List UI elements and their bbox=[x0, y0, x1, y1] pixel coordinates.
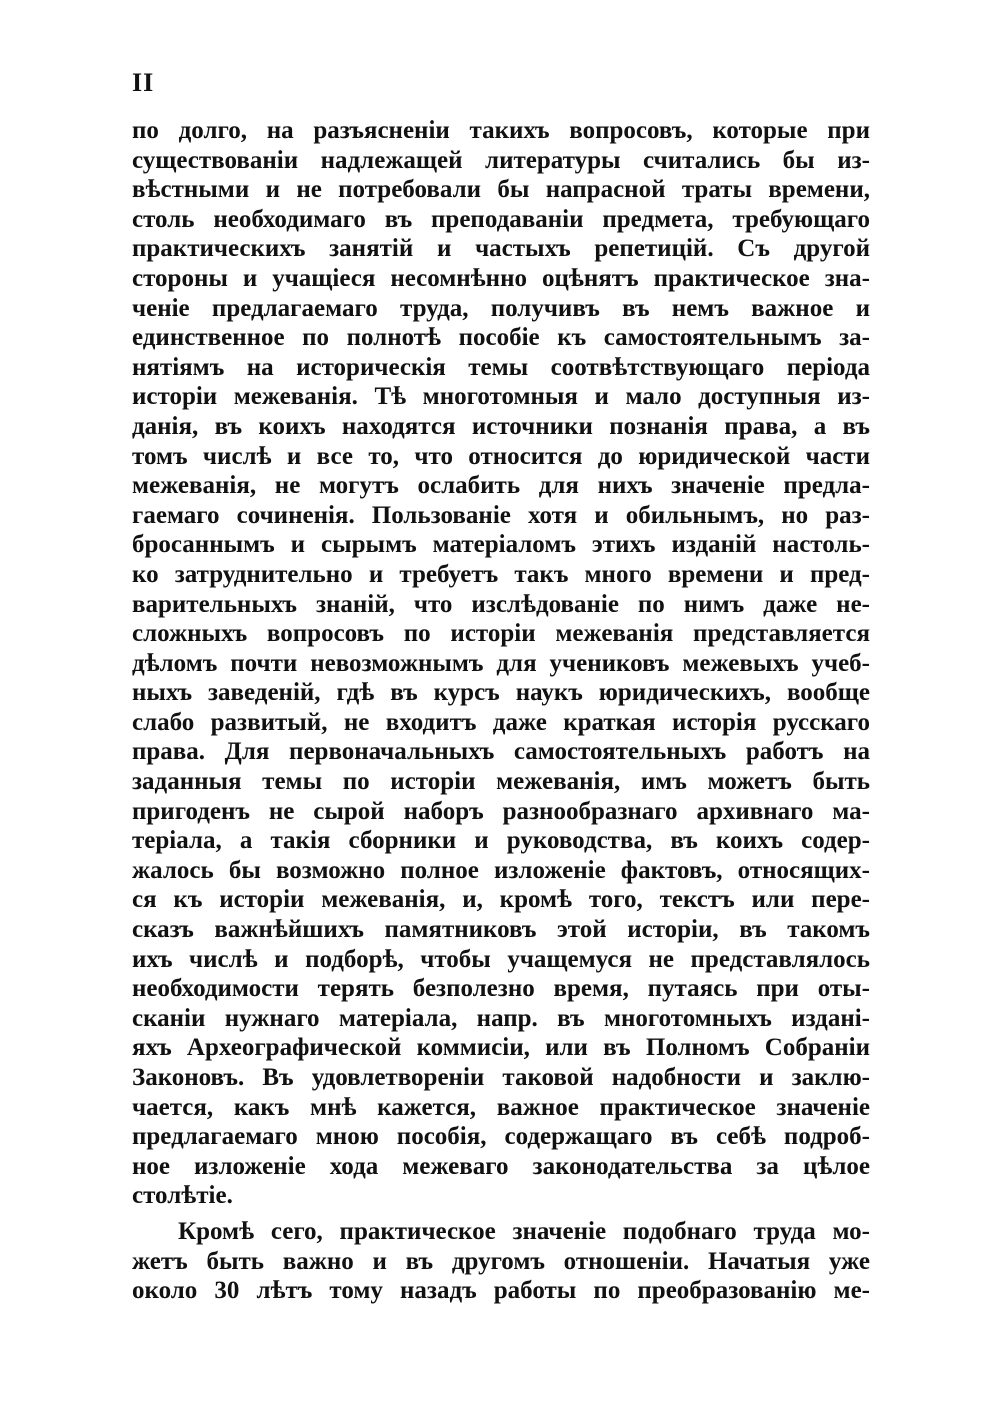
text-line: стороны и учащіеся несомнѣнно оцѣнятъ практическое зна- bbox=[132, 264, 870, 292]
text-line: гаемаго сочиненія. Пользованіе хотя и обильнымъ, но раз- bbox=[132, 501, 870, 529]
text-line: по долго, на разъясненіи такихъ вопросовъ, которые при bbox=[132, 117, 870, 144]
text-line: варительныхъ знаній, что изслѣдованіе по нимъ даже не- bbox=[132, 590, 870, 618]
text-line: существованіи надлежащей литературы считались бы из- bbox=[132, 146, 870, 174]
text-line: практическихъ занятій и частыхъ репетицій. Съ другой bbox=[132, 235, 870, 263]
text-line: нятіямъ на историческія темы соотвѣтствующаго періода bbox=[132, 353, 870, 381]
text-line: ко затруднительно и требуетъ такъ много времени и пред- bbox=[132, 560, 870, 588]
text-line: предлагаемаго мною пособія, содержащаго въ себѣ подроб- bbox=[132, 1123, 870, 1151]
text-line: чается, какъ мнѣ кажется, важное практическое значеніе bbox=[132, 1093, 870, 1121]
text-line: Кромѣ сего, практическое значеніе подобнаго труда мо- bbox=[178, 1217, 870, 1245]
text-line: ное изложеніе хода межеваго законодательства за цѣлое bbox=[132, 1152, 870, 1180]
text-line: столь необходимаго въ преподаваніи предмета, требующаго bbox=[132, 205, 870, 233]
text-line: необходимости терять безполезно время, путаясь при оты- bbox=[132, 975, 870, 1003]
page-number: II bbox=[132, 68, 155, 97]
paragraph-1 bbox=[132, 116, 870, 1211]
paragraph-2 bbox=[132, 1217, 870, 1306]
text-line: жетъ быть важно и въ другомъ отношеніи. Начатыя уже bbox=[132, 1247, 870, 1275]
text-line: межеванія, не могутъ ослабить для нихъ значеніе предла- bbox=[132, 472, 870, 500]
text-line: исторіи межеванія. Тѣ многотомныя и мало доступныя из- bbox=[132, 383, 870, 411]
text-line: заданныя темы по исторіи межеванія, имъ можетъ быть bbox=[132, 768, 870, 796]
text-line: около 30 лѣтъ тому назадъ работы по преобразованію ме- bbox=[132, 1277, 870, 1305]
body-text bbox=[132, 116, 870, 1306]
text-line: пригоденъ не сырой наборъ разнообразнаго архивнаго ма- bbox=[132, 797, 870, 825]
text-line: Законовъ. Въ удовлетвореніи таковой надобности и заклю- bbox=[132, 1064, 870, 1091]
text-line: сложныхъ вопросовъ по исторіи межеванія представляется bbox=[132, 620, 870, 648]
text-line: бросаннымъ и сырымъ матеріаломъ этихъ изданій настоль- bbox=[132, 531, 870, 559]
text-line: данія, въ коихъ находятся источники познанія права, а въ bbox=[132, 412, 870, 440]
text-line: сканіи нужнаго матеріала, напр. въ многотомныхъ изданi- bbox=[132, 1004, 870, 1032]
text-line: ченіе предлагаемаго труда, получивъ въ немъ важное и bbox=[132, 294, 870, 322]
text-line: единственное по полнотѣ пособіе къ самостоятельнымъ за- bbox=[132, 324, 870, 352]
text-line: дѣломъ почти невозможнымъ для учениковъ межевыхъ учеб- bbox=[132, 649, 870, 677]
text-line: томъ числѣ и все то, что относится до юридической части bbox=[132, 442, 870, 470]
text-line: ныхъ заведеній, гдѣ въ курсъ наукъ юридическихъ, вообще bbox=[132, 679, 870, 707]
text-line: вѣстными и не потребовали бы напрасной траты времени, bbox=[132, 176, 870, 204]
text-line: сказъ важнѣйшихъ памятниковъ этой исторіи, въ такомъ bbox=[132, 916, 870, 944]
text-line: ся къ исторіи межеванія, и, кромѣ того, текстъ или пере- bbox=[132, 886, 870, 914]
text-line: права. Для первоначальныхъ самостоятельныхъ работъ на bbox=[132, 738, 870, 766]
text-line: жалось бы возможно полное изложеніе фактовъ, относящих- bbox=[132, 856, 870, 884]
text-line: яхъ Археографической коммисіи, или въ Полномъ Собраніи bbox=[132, 1034, 870, 1062]
text-line: слабо развитый, не входитъ даже краткая исторія русскаго bbox=[132, 708, 870, 736]
text-line: столѣтіе. bbox=[132, 1182, 233, 1210]
text-line: теріала, а такія сборники и руководства, въ коихъ содер- bbox=[132, 827, 870, 855]
text-line: ихъ числѣ и подборѣ, чтобы учащемуся не представлялось bbox=[132, 945, 870, 973]
